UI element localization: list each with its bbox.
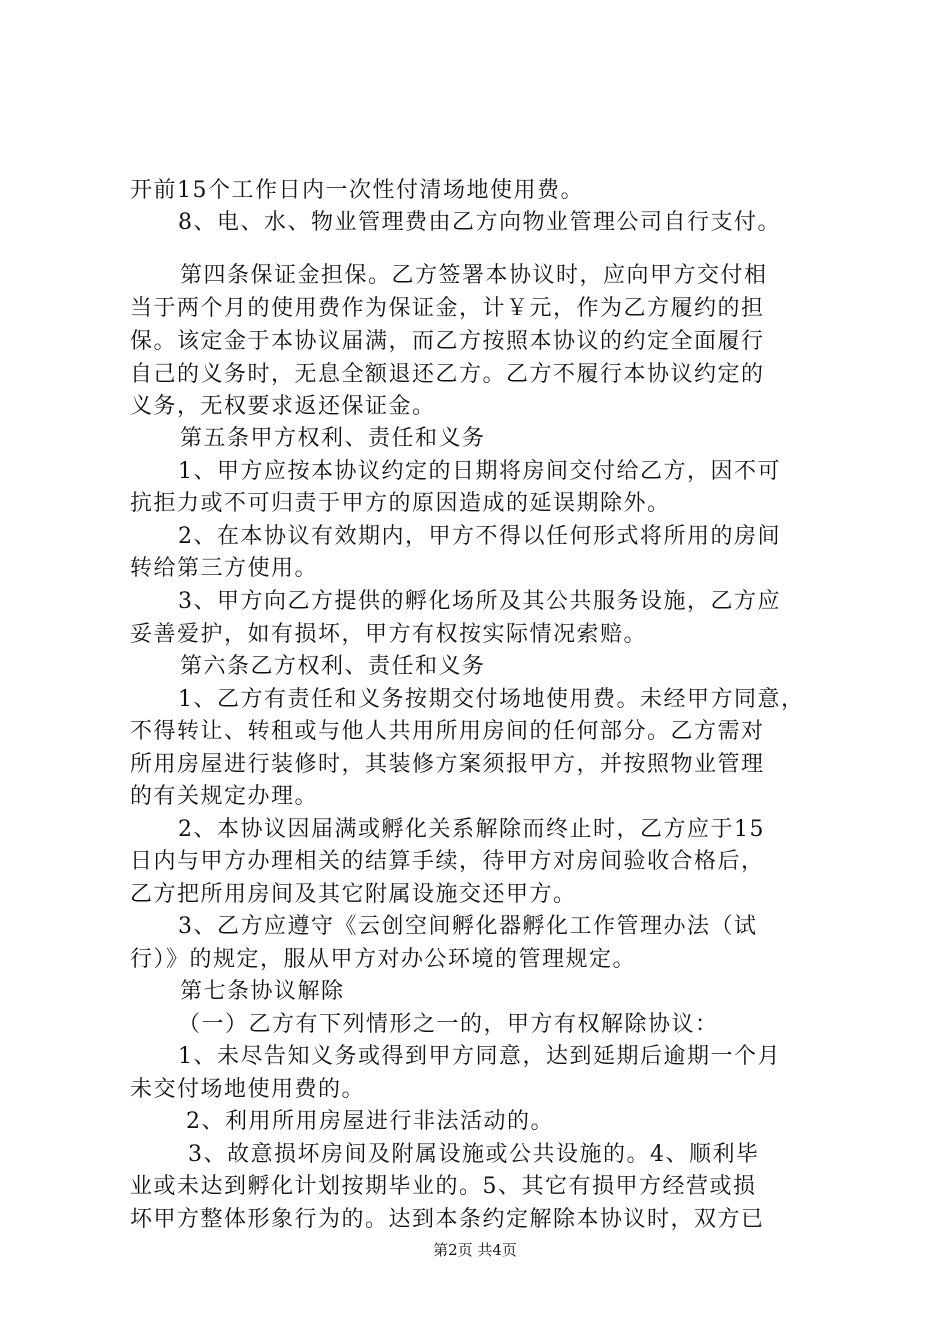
text-line: 义务，无权要求返还保证金。 xyxy=(130,394,436,419)
text-line: 8、电、水、物业管理费由乙方向物业管理公司自行支付。 xyxy=(178,210,781,235)
text-line: 2、本协议因届满或孵化关系解除而终止时，乙方应于15 xyxy=(178,817,765,842)
text-line: 1、未尽告知义务或得到甲方同意，达到延期后逾期一个月 xyxy=(178,1044,781,1069)
text-line: 保。该定金于本协议届满，而乙方按照本协议的约定全面履行 xyxy=(130,329,765,354)
text-line: 2、利用所用房屋进行非法活动的。 xyxy=(186,1109,554,1134)
text-line: 不得转让、转租或与他人共用所用房间的任何部分。乙方需对 xyxy=(130,719,765,744)
text-line: （一）乙方有下列情形之一的，甲方有权解除协议： xyxy=(178,1012,719,1037)
text-line: 日内与甲方办理相关的结算手续，待甲方对房间验收合格后， xyxy=(130,849,765,874)
section-heading: 第五条甲方权利、责任和义务 xyxy=(180,426,486,451)
text-line: 抗拒力或不可归责于甲方的原因造成的延误期除外。 xyxy=(130,491,671,516)
text-line: 的有关规定办理。 xyxy=(130,784,319,809)
text-line: 开前15个工作日内一次性付清场地使用费。 xyxy=(130,178,584,203)
text-line: 未交付场地使用费的。 xyxy=(130,1077,366,1102)
text-line: 妥善爱护，如有损坏，甲方有权按实际情况索赔。 xyxy=(130,622,648,647)
section-heading: 第七条协议解除 xyxy=(180,979,345,1004)
text-line: 转给第三方使用。 xyxy=(130,556,319,581)
text-line: 1、乙方有责任和义务按期交付场地使用费。未经甲方同意， xyxy=(178,687,805,712)
section-heading: 第六条乙方权利、责任和义务 xyxy=(180,654,486,679)
text-line: 业或未达到孵化计划按期毕业的。5、其它有损甲方经营或损 xyxy=(130,1174,757,1199)
text-line: 行）》的规定，服从甲方对办公环境的管理规定。 xyxy=(130,947,637,972)
text-line: 自己的义务时，无息全额退还乙方。乙方不履行本协议约定的 xyxy=(130,362,765,387)
text-line: 1、甲方应按本协议约定的日期将房间交付给乙方，因不可 xyxy=(178,459,781,484)
text-line: 3、乙方应遵守《云创空间孵化器孵化工作管理办法（试 xyxy=(178,914,758,939)
text-line: 2、在本协议有效期内，甲方不得以任何形式将所用的房间 xyxy=(178,524,781,549)
page-number-footer: 第2页 共4页 xyxy=(433,1241,517,1259)
text-line: 坏甲方整体形象行为的。达到本条约定解除本协议时，双方已 xyxy=(130,1207,765,1232)
text-line: 乙方把所用房间及其它附属设施交还甲方。 xyxy=(130,882,577,907)
text-line: 当于两个月的使用费作为保证金，计￥元，作为乙方履约的担 xyxy=(130,296,765,321)
text-line: 所用房屋进行装修时，其装修方案须报甲方，并按照物业管理 xyxy=(130,752,765,777)
text-line: 3、故意损坏房间及附属设施或公共设施的。4、顺利毕 xyxy=(188,1142,760,1167)
text-line: 3、甲方向乙方提供的孵化场所及其公共服务设施，乙方应 xyxy=(178,589,781,614)
text-line: 第四条保证金担保。乙方签署本协议时，应向甲方交付相 xyxy=(180,263,768,288)
